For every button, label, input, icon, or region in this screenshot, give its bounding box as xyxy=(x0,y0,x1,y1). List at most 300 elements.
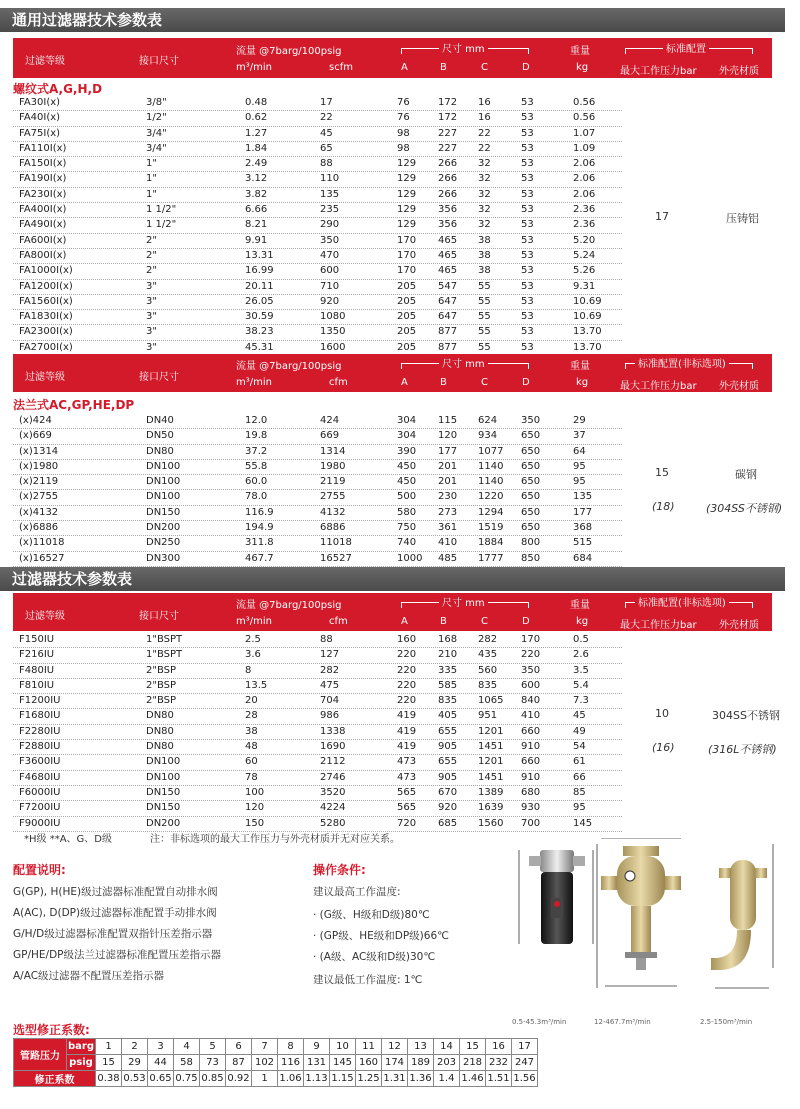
table-cell: 170 xyxy=(397,265,417,277)
table-cell: 1" xyxy=(146,188,157,200)
table-cell: 45 xyxy=(573,710,586,722)
correction-cell: 0.38 xyxy=(96,1071,122,1087)
section-title-text: 过滤器技术参数表 xyxy=(12,570,133,588)
table-cell: 45 xyxy=(320,127,333,139)
table-cell: 920 xyxy=(438,802,458,814)
table-cell: 835 xyxy=(478,679,498,691)
table-cell: 655 xyxy=(438,756,458,768)
table-body xyxy=(13,633,622,832)
correction-cell: 29 xyxy=(122,1055,148,1071)
table-row xyxy=(13,127,622,142)
correction-cell: 44 xyxy=(148,1055,174,1071)
col-c: C xyxy=(481,62,488,73)
table-cell: 170 xyxy=(397,234,417,246)
table-row xyxy=(13,234,622,249)
table-cell: 55 xyxy=(478,280,491,292)
table-row xyxy=(13,490,622,505)
table-cell: 2755 xyxy=(320,491,346,503)
table-cell: DN80 xyxy=(146,710,174,722)
col-port: 接口尺寸 xyxy=(139,611,179,622)
image-caption: 2.5-150m³/min xyxy=(700,1018,753,1026)
table-cell: 1690 xyxy=(320,741,346,753)
col-unit-cfm: cfm xyxy=(329,377,348,388)
correction-cell: 6 xyxy=(226,1039,252,1055)
table-cell: 53 xyxy=(521,204,534,216)
table-cell: 720 xyxy=(397,817,417,829)
col-unit-scfm: scfm xyxy=(329,62,353,73)
table-cell: 37.2 xyxy=(245,445,268,457)
table-cell: 304 xyxy=(397,415,417,426)
correction-cell: 8 xyxy=(278,1039,304,1055)
table-cell: 410 xyxy=(438,537,458,549)
table-cell: 49 xyxy=(573,725,586,737)
product-illustrations xyxy=(505,838,795,1033)
table-cell: 170 xyxy=(521,634,541,645)
table-cell: 65 xyxy=(320,142,333,154)
table-cell: 53 xyxy=(521,219,534,231)
correction-cell: 1.51 xyxy=(486,1071,512,1087)
table-cell: 3.6 xyxy=(245,649,261,661)
table-cell: 95 xyxy=(573,802,586,814)
table-cell: 350 xyxy=(521,415,541,426)
operating-line: · (G级、H级和D级)80℃ xyxy=(313,909,430,921)
table-cell: 1"BSPT xyxy=(146,649,183,661)
table-cell: 13.5 xyxy=(245,679,268,691)
correction-cell: 145 xyxy=(330,1055,356,1071)
table-row xyxy=(13,740,622,755)
table-cell: 13.70 xyxy=(573,326,602,338)
col-grade: 过滤等级 xyxy=(25,372,65,383)
col-pmax: 最大工作压力bar xyxy=(620,620,697,631)
table-cell: 5.20 xyxy=(573,234,596,246)
table-cell: 177 xyxy=(573,506,593,518)
correction-cell: 73 xyxy=(200,1055,226,1071)
table-cell: FA800I(x) xyxy=(19,249,67,261)
table-cell: 5280 xyxy=(320,817,346,829)
table-cell: (x)1980 xyxy=(19,460,59,472)
table-cell: 13.70 xyxy=(573,341,602,353)
table-row xyxy=(13,414,622,429)
table-cell: 650 xyxy=(521,445,541,457)
table-cell: DN80 xyxy=(146,725,174,737)
table-cell: 2" xyxy=(146,249,157,261)
table-row xyxy=(13,429,622,444)
table-cell: 98 xyxy=(397,142,410,154)
table-cell: 1 1/2" xyxy=(146,204,177,216)
correction-cell: 12 xyxy=(382,1039,408,1055)
footnote-text: 注：非标选项的最大工作压力与外壳材质并无对应关系。 xyxy=(150,834,400,845)
table-cell: 647 xyxy=(438,311,458,323)
table-cell: 76 xyxy=(397,112,410,124)
table-cell: 3" xyxy=(146,311,157,323)
table-cell: DN300 xyxy=(146,552,181,564)
operating-min: 建议最低工作温度: 1℃ xyxy=(313,974,423,986)
table-cell: 38 xyxy=(245,725,258,737)
table-cell: DN40 xyxy=(146,415,174,426)
table-cell: FA400I(x) xyxy=(19,204,67,216)
correction-cell: 160 xyxy=(356,1055,382,1071)
table-cell: DN100 xyxy=(146,771,181,783)
table-cell: 647 xyxy=(438,295,458,307)
pressure-value: 17 xyxy=(655,210,669,223)
table-cell: (x)4132 xyxy=(19,506,59,518)
table-cell: (x)1314 xyxy=(19,445,59,457)
material-value: 压铸铝 xyxy=(726,212,759,225)
table-cell: 1.27 xyxy=(245,127,268,139)
table-cell: 311.8 xyxy=(245,537,274,549)
table-cell: 2" xyxy=(146,234,157,246)
material-option: (316L不锈钢) xyxy=(708,743,777,756)
table-cell: 64 xyxy=(573,445,586,457)
col-housing: 外壳材质 xyxy=(719,620,759,631)
table-cell: 7.3 xyxy=(573,695,589,707)
table-cell: 350 xyxy=(320,234,340,246)
image-caption: 12-467.7m³/min xyxy=(594,1018,651,1026)
table-cell: 145 xyxy=(573,817,593,829)
table-row xyxy=(13,771,622,786)
correction-cell: 1.13 xyxy=(304,1071,330,1087)
table-cell: 1338 xyxy=(320,725,346,737)
table-cell: FA230I(x) xyxy=(19,188,67,200)
col-config: 标准配置 xyxy=(663,40,709,55)
group-title: 螺纹式A,G,H,D xyxy=(13,82,103,96)
correction-cell: 0.65 xyxy=(148,1071,174,1087)
correction-cell: 1 xyxy=(252,1071,278,1087)
table-cell: 1600 xyxy=(320,341,346,353)
table-cell: 485 xyxy=(438,552,458,564)
table-cell: 1389 xyxy=(478,786,504,798)
table-cell: 60 xyxy=(245,756,258,768)
table-cell: DN100 xyxy=(146,460,181,472)
table-cell: 1080 xyxy=(320,311,346,323)
correction-cell: 1.4 xyxy=(434,1071,460,1087)
col-weight: 重量 xyxy=(570,361,590,372)
table-cell: 2112 xyxy=(320,756,346,768)
table-cell: 600 xyxy=(521,679,541,691)
table-cell: 2.06 xyxy=(573,158,596,170)
config-note: A(AC), D(DP)级过滤器标准配置手动排水阀 xyxy=(13,907,217,919)
table-cell: 565 xyxy=(397,786,417,798)
table-cell: 2"BSP xyxy=(146,695,177,707)
section-title xyxy=(0,8,785,32)
table-cell: 0.5 xyxy=(573,634,589,645)
table-cell: 1639 xyxy=(478,802,504,814)
col-kg: kg xyxy=(576,616,589,627)
table-cell: 450 xyxy=(397,460,417,472)
table-row xyxy=(13,755,622,770)
table-row xyxy=(13,96,622,111)
table-cell: 177 xyxy=(438,445,458,457)
table-cell: 650 xyxy=(521,430,541,442)
table-cell: FA75I(x) xyxy=(19,127,61,139)
correction-cell: 203 xyxy=(434,1055,460,1071)
col-pmax: 最大工作压力bar xyxy=(620,66,697,77)
col-c: C xyxy=(481,616,488,627)
table-cell: (x)16527 xyxy=(19,552,65,564)
table-cell: 205 xyxy=(397,280,417,292)
table-cell: DN250 xyxy=(146,537,181,549)
table-cell: 2"BSP xyxy=(146,679,177,691)
table-cell: 3520 xyxy=(320,786,346,798)
table-row xyxy=(13,694,622,709)
table-cell: 30.59 xyxy=(245,311,274,323)
table-cell: 0.56 xyxy=(573,112,596,124)
table-cell: 750 xyxy=(397,522,417,534)
table-cell: 78.0 xyxy=(245,491,268,503)
correction-cell: 116 xyxy=(278,1055,304,1071)
table-cell: 1201 xyxy=(478,756,504,768)
correction-table xyxy=(13,1038,538,1087)
table-cell: 282 xyxy=(320,664,340,676)
group-title: 法兰式AC,GP,HE,DP xyxy=(13,398,135,412)
table-cell: DN200 xyxy=(146,522,181,534)
col-flow: 流量 @7barg/100psig xyxy=(236,361,342,372)
table-cell: 410 xyxy=(521,710,541,722)
table-cell: 60.0 xyxy=(245,476,268,488)
table-cell: 48 xyxy=(245,741,258,753)
table-cell: 356 xyxy=(438,204,458,216)
table-cell: FA1000I(x) xyxy=(19,265,73,277)
table-cell: 95 xyxy=(573,476,586,488)
table-cell: 53 xyxy=(521,265,534,277)
table-cell: 38 xyxy=(478,234,491,246)
table-cell: 3/4" xyxy=(146,127,167,139)
table-cell: 129 xyxy=(397,219,417,231)
col-dims: 尺寸 mm xyxy=(439,40,488,55)
correction-cell: 5 xyxy=(200,1039,226,1055)
table-cell: (x)11018 xyxy=(19,537,65,549)
col-d: D xyxy=(522,377,530,388)
table-cell: 670 xyxy=(438,786,458,798)
table-cell: F2880IU xyxy=(19,741,61,753)
correction-cell: 0.85 xyxy=(200,1071,226,1087)
correction-cell: 11 xyxy=(356,1039,382,1055)
table-cell: 465 xyxy=(438,249,458,261)
config-notes-title: 配置说明: xyxy=(13,863,66,877)
table-cell: 168 xyxy=(438,634,458,645)
table-cell: 53 xyxy=(521,234,534,246)
table-row xyxy=(13,188,622,203)
table-cell: 22 xyxy=(478,142,491,154)
table-cell: 129 xyxy=(397,188,417,200)
table-cell: 1000 xyxy=(397,552,423,564)
table-cell: 565 xyxy=(397,802,417,814)
correction-cell: 102 xyxy=(252,1055,278,1071)
table-cell: 55 xyxy=(478,311,491,323)
table-cell: 55 xyxy=(478,341,491,353)
table-cell: 6.66 xyxy=(245,204,268,216)
table-row xyxy=(13,280,622,295)
correction-cell: 9 xyxy=(304,1039,330,1055)
table-body xyxy=(13,96,622,356)
table-cell: 877 xyxy=(438,326,458,338)
col-grade: 过滤等级 xyxy=(25,611,65,622)
table-cell: 2.36 xyxy=(573,219,596,231)
col-grade: 过滤等级 xyxy=(25,56,65,67)
col-unit-m3: m³/min xyxy=(236,62,272,73)
table-cell: 9.31 xyxy=(573,280,596,292)
col-b: B xyxy=(440,62,447,73)
col-weight: 重量 xyxy=(570,46,590,57)
table-cell: FA40I(x) xyxy=(19,112,61,124)
stainless-filter-image xyxy=(711,844,773,988)
table-cell: 2.06 xyxy=(573,188,596,200)
table-row xyxy=(13,633,622,648)
table-cell: 684 xyxy=(573,552,593,564)
table-cell: 1 1/2" xyxy=(146,219,177,231)
table-cell: 710 xyxy=(320,280,340,292)
table-cell: 22 xyxy=(320,112,333,124)
table-cell: 2.06 xyxy=(573,173,596,185)
table-cell: 3.12 xyxy=(245,173,268,185)
table-row xyxy=(13,506,622,521)
table-row xyxy=(13,679,622,694)
table-cell: (x)2119 xyxy=(19,476,59,488)
table-cell: 470 xyxy=(320,249,340,261)
table-cell: F810IU xyxy=(19,679,55,691)
table-cell: 585 xyxy=(438,679,458,691)
table-cell: 650 xyxy=(521,491,541,503)
section-title xyxy=(0,567,785,591)
table-cell: DN200 xyxy=(146,817,181,829)
table-cell: 53 xyxy=(521,97,534,108)
correction-cell: 1.56 xyxy=(512,1071,538,1087)
table-header xyxy=(13,38,772,78)
table-cell: 1201 xyxy=(478,725,504,737)
table-cell: 2.6 xyxy=(573,649,589,661)
table-cell: 66 xyxy=(573,771,586,783)
table-cell: 16 xyxy=(478,97,491,108)
col-a: A xyxy=(401,377,408,388)
table-cell: 986 xyxy=(320,710,340,722)
table-row xyxy=(13,310,622,325)
table-cell: 2"BSP xyxy=(146,664,177,676)
table-cell: 680 xyxy=(521,786,541,798)
table-cell: 205 xyxy=(397,341,417,353)
table-cell: 53 xyxy=(521,127,534,139)
material-option: (304SS不锈钢) xyxy=(706,502,783,515)
table-cell: F3600IU xyxy=(19,756,61,768)
col-a: A xyxy=(401,62,408,73)
table-cell: 22 xyxy=(478,127,491,139)
footnote-marks: *H级 **A、G、D级 xyxy=(24,834,112,845)
correction-cell: 16 xyxy=(486,1039,512,1055)
table-cell: 660 xyxy=(521,725,541,737)
table-cell: 0.62 xyxy=(245,112,268,124)
image-caption: 0.5-45.3m³/min xyxy=(512,1018,567,1026)
table-cell: 19.8 xyxy=(245,430,268,442)
col-d: D xyxy=(522,616,530,627)
table-cell: 32 xyxy=(478,188,491,200)
table-cell: F9000IU xyxy=(19,817,61,829)
table-cell: 220 xyxy=(397,649,417,661)
table-cell: 38 xyxy=(478,265,491,277)
col-b: B xyxy=(440,616,447,627)
table-cell: 560 xyxy=(478,664,498,676)
table-row xyxy=(13,203,622,218)
table-cell: DN100 xyxy=(146,491,181,503)
table-cell: 5.26 xyxy=(573,265,596,277)
table-cell: 450 xyxy=(397,476,417,488)
pressure-value: 10 xyxy=(655,707,669,720)
col-config: 标准配置(非标选项) xyxy=(635,594,729,609)
table-cell: (x)424 xyxy=(19,415,52,426)
col-housing: 外壳材质 xyxy=(719,66,759,77)
table-cell: DN100 xyxy=(146,756,181,768)
table-cell: 53 xyxy=(521,249,534,261)
table-cell: 1314 xyxy=(320,445,346,457)
table-cell: 38 xyxy=(478,249,491,261)
table-cell: 3" xyxy=(146,280,157,292)
correction-cell: 0.75 xyxy=(174,1071,200,1087)
correction-cell: 17 xyxy=(512,1039,538,1055)
table-cell: 266 xyxy=(438,188,458,200)
table-cell: DN150 xyxy=(146,786,181,798)
table-cell: 1140 xyxy=(478,476,504,488)
table-cell: 1/2" xyxy=(146,112,167,124)
table-cell: 227 xyxy=(438,127,458,139)
table-cell: FA1200I(x) xyxy=(19,280,73,292)
table-cell: 3" xyxy=(146,341,157,353)
table-cell: 53 xyxy=(521,295,534,307)
table-cell: 26.05 xyxy=(245,295,274,307)
table-cell: 53 xyxy=(521,326,534,338)
table-cell: 129 xyxy=(397,173,417,185)
table-cell: 685 xyxy=(438,817,458,829)
table-cell: 53 xyxy=(521,158,534,170)
table-cell: 220 xyxy=(397,695,417,707)
table-row xyxy=(13,264,622,279)
table-cell: 473 xyxy=(397,771,417,783)
table-cell: 116.9 xyxy=(245,506,274,518)
table-cell: 38.23 xyxy=(245,326,274,338)
table-cell: F1680IU xyxy=(19,710,61,722)
material-value: 碳钢 xyxy=(735,468,757,481)
operating-max-title: 建议最高工作温度: xyxy=(313,886,401,898)
table-cell: 335 xyxy=(438,664,458,676)
col-flow: 流量 @7barg/100psig xyxy=(236,46,342,57)
correction-row xyxy=(14,1039,538,1055)
col-unit-m3: m³/min xyxy=(236,616,272,627)
col-port: 接口尺寸 xyxy=(139,56,179,67)
pressure-label: 管路压力 xyxy=(14,1039,67,1071)
operating-line: · (GP级、HE级和DP级)66℃ xyxy=(313,930,449,942)
table-cell: 930 xyxy=(521,802,541,814)
table-cell: 76 xyxy=(397,97,410,108)
table-cell: 1" xyxy=(146,158,157,170)
table-cell: 580 xyxy=(397,506,417,518)
table-cell: F4680IU xyxy=(19,771,61,783)
table-cell: 127 xyxy=(320,649,340,661)
table-row xyxy=(13,786,622,801)
table-cell: 227 xyxy=(438,142,458,154)
correction-cell: 7 xyxy=(252,1039,278,1055)
col-unit-cfm: cfm xyxy=(329,616,348,627)
correction-cell: 15 xyxy=(460,1039,486,1055)
table-row xyxy=(13,521,622,536)
table-cell: 2746 xyxy=(320,771,346,783)
table-row xyxy=(13,725,622,740)
table-row xyxy=(13,460,622,475)
table-cell: 4132 xyxy=(320,506,346,518)
table-cell: 910 xyxy=(521,771,541,783)
pressure-option: (16) xyxy=(652,741,675,754)
operating-title: 操作条件: xyxy=(313,863,366,877)
table-cell: 1560 xyxy=(478,817,504,829)
config-note: A/AC级过滤器不配置压差指示器 xyxy=(13,970,165,982)
col-kg: kg xyxy=(576,377,589,388)
table-cell: 16.99 xyxy=(245,265,274,277)
